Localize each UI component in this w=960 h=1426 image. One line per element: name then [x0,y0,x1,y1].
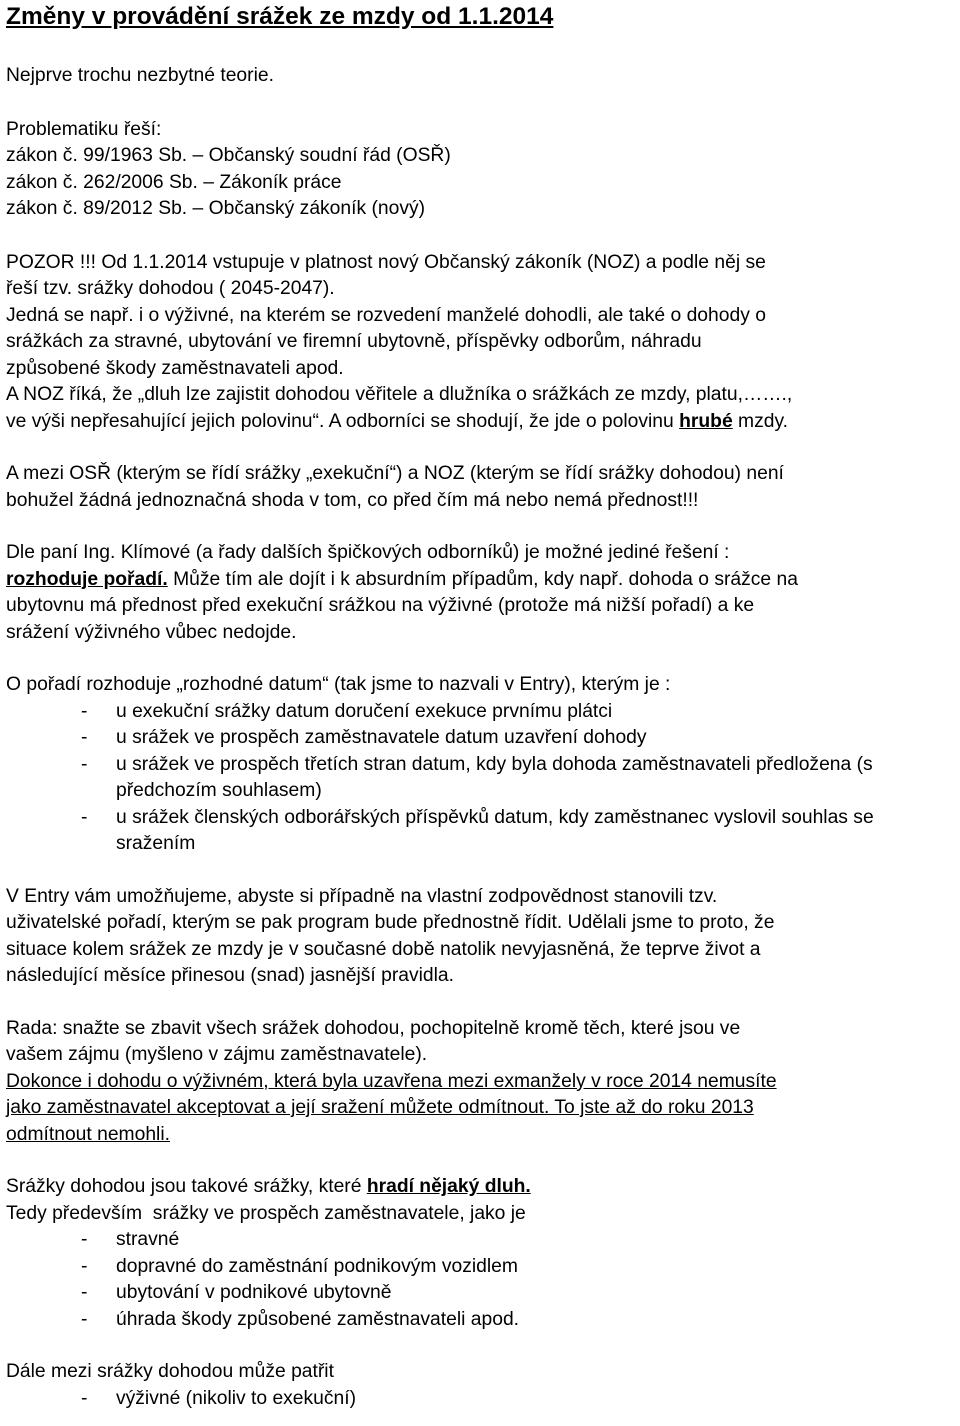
law-item: zákon č. 89/2012 Sb. – Občanský zákoník (nový) [6,198,426,219]
document-title: Změny v provádění srážek ze mzdy od 1.1.2014 [6,3,554,30]
poradi-list [6,699,956,858]
pozor-line: srážkách za stravné, ubytování ve firemní ubytovně, příspěvky odborům, náhradu [6,331,702,352]
srazky-line [6,1174,956,1201]
rada-section [6,1016,956,1149]
laws-section [6,117,956,223]
osr-line: bohužel žádná jednoznačná shoda v tom, co před čím má nebo nemá přednost!!! [6,489,699,511]
rada-underlined-line: odmítnout nemohli. [6,1123,170,1145]
list-item: - výživné (nikoliv to exekuční) [6,1386,956,1413]
list-item: - stravné [6,1227,956,1254]
pozor-section [6,250,956,436]
srazky-line: Tedy především srážky ve prospěch zaměstnavatele, jako je [6,1202,526,1224]
klimova-line [6,567,956,594]
list-item: - u srážek ve prospěch třetích stran datum, kdy byla dohoda zaměstnavateli předložena (s předchozím souhlasem) [6,752,886,805]
srazky-text: Srážky dohodou jsou takové srážky, které [6,1176,367,1197]
pozor-line: POZOR !!! Od 1.1.2014 vstupuje v platnost nový Občanský zákoník (NOZ) a podle něj se [6,251,766,273]
list-item: - úhrada škody způsobené zaměstnavateli apod. [6,1307,956,1334]
pozor-text: ve výši nepřesahující jejich polovinu“. A odborníci se shodují, že jde o polovinu [6,410,680,432]
emphasis-rozhoduje-poradi: rozhoduje pořadí. [6,568,168,590]
entry-line: následující měsíce přinesou (snad) jasnější pravidla. [6,965,454,986]
pozor-line: způsobené škody zaměstnavateli apod. [6,357,344,379]
list-item: - u srážek ve prospěch zaměstnavatele datum uzavření dohody [6,725,956,752]
rada-underlined-line: Dokonce i dohodu o výživném, která byla uzavřena mezi exmanžely v roce 2014 nemusíte [6,1070,777,1092]
dale-list [6,1386,956,1413]
srazky-section [6,1174,956,1333]
rada-line: vašem zájmu (myšleno v zájmu zaměstnavatele). [6,1044,428,1065]
pozor-line: Jedná se např. i o výživné, na kterém se rozvedení manželé dohodli, ale také o dohody o [6,304,766,326]
klimova-line: srážení výživného vůbec nedojde. [6,621,297,643]
poradi-section [6,672,956,858]
emphasis-hrube: hrubé [679,410,733,432]
pozor-text: mzdy. [732,410,789,432]
klimova-text: Může tím ale dojít i k absurdním případům, kdy např. dohoda o srážce na [167,568,798,590]
osr-section [6,461,956,514]
klimova-line: Dle paní Ing. Klímové (a řady dalších špičkových odborníků) je možné jediné řešení : [6,542,730,563]
entry-line: uživatelské pořadí, kterým se pak program bude přednostně řídit. Udělali jsme to proto, že [6,912,775,933]
list-item: - u srážek členských odborářských příspěvků datum, kdy zaměstnanec vyslovil souhlas se sražením [6,805,886,858]
entry-line: V Entry vám umožňujeme, abyste si případně na vlastní zodpovědnost stanovili tzv. [6,885,718,907]
law-item: zákon č. 262/2006 Sb. – Zákoník práce [6,171,342,193]
poradi-heading: O pořadí rozhoduje „rozhodné datum“ (tak jsme to nazvali v Entry), kterým je : [6,674,671,695]
entry-line: situace kolem srážek ze mzdy je v současné době natolik nevyjasněná, že teprve život a [6,938,761,960]
list-item: - dopravné do zaměstnání podnikovým vozidlem [6,1254,956,1281]
klimova-section [6,540,956,646]
rada-underlined-line: jako zaměstnavatel akceptovat a její sražení můžete odmítnout. To jste až do roku 2013 [6,1097,754,1118]
srazky-list [6,1227,956,1333]
klimova-line: ubytovnu má přednost před exekuční srážkou na výživné (protože má nižší pořadí) a ke [6,595,755,616]
law-item: zákon č. 99/1963 Sb. – Občanský soudní řád (OSŘ) [6,145,451,166]
pozor-line [6,409,956,436]
rada-line: Rada: snažte se zbavit všech srážek dohodou, pochopitelně kromě těch, které jsou ve [6,1017,741,1039]
pozor-line: A NOZ říká, že „dluh lze zajistit dohodou věřitele a dlužníka o srážkách ze mzdy, platu,……., [6,384,793,405]
entry-section [6,884,956,990]
emphasis-hradi-dluh: hradí nějaký dluh. [366,1176,531,1197]
dale-line: Dále mezi srážky dohodou může patřit [6,1361,334,1382]
list-item: - ubytování v podnikové ubytovně [6,1280,956,1307]
laws-heading: Problematiku řeší: [6,118,162,140]
dale-section [6,1359,956,1412]
intro-text: Nejprve trochu nezbytné teorie. [6,65,274,86]
list-item: - u exekuční srážky datum doručení exekuce prvnímu plátci [6,699,956,726]
osr-line: A mezi OSŘ (kterým se řídí srážky „exekuční“) a NOZ (kterým se řídí srážky dohodou) není [6,463,784,484]
pozor-line: řeší tzv. srážky dohodou ( 2045-2047). [6,278,335,299]
